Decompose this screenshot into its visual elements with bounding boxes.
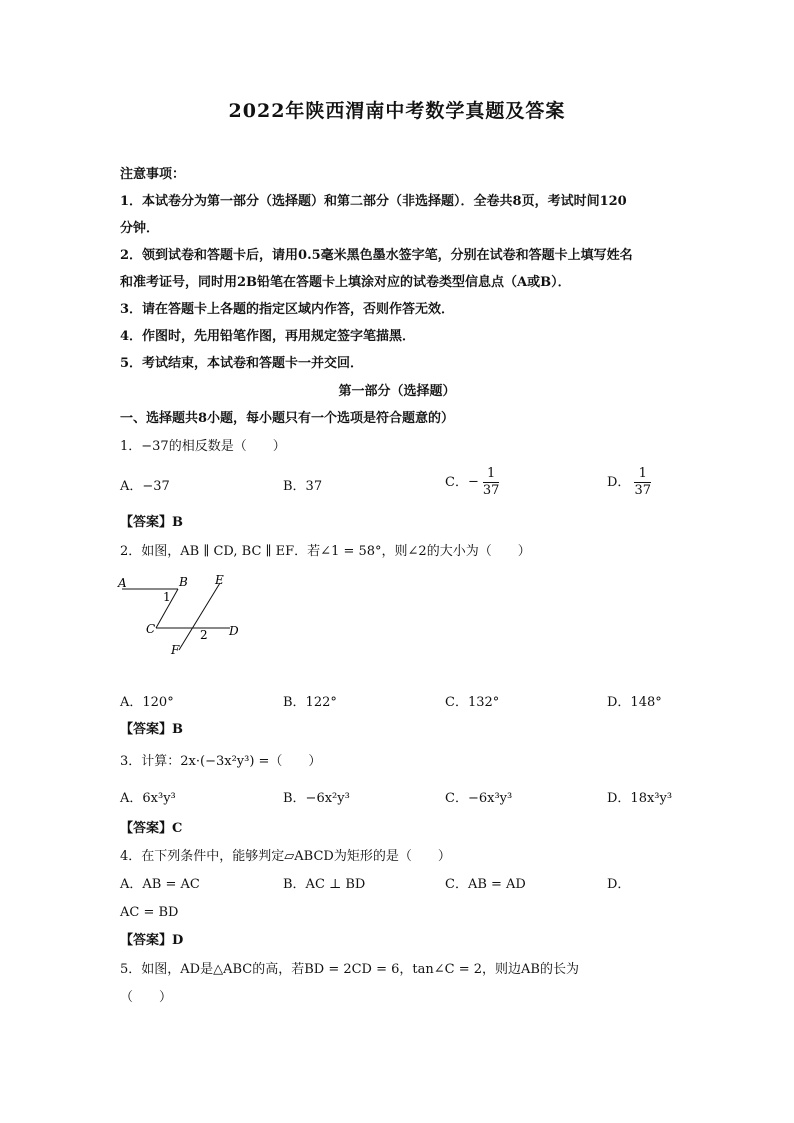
q4-option-b: B．AC ⊥ BD [283,877,366,892]
page-title: 2022年陕西渭南中考数学真题及答案 [228,100,566,122]
q3-option-d: D．18x³y³ [607,791,673,806]
q4-answer: 【答案】D [120,933,184,948]
q1-option-c-label: C． [445,475,468,490]
label-e: E [215,573,224,587]
q4-option-d: D． [607,877,631,892]
q1-stem: 1．−37的相反数是（ ） [120,439,286,454]
label-b: B [179,575,188,589]
q4-option-a: A．AB = AC [120,877,200,892]
notice-item: 和准考证号，同时用2B铅笔在答题卡上填涂对应的试卷类型信息点（A或B）． [120,275,571,290]
fraction-numerator: 1 [634,466,651,483]
q3-option-b: B．−6x²y³ [283,791,350,806]
q2-option-b: B．122° [283,695,337,710]
q3-option-a: A．6x³y³ [120,791,176,806]
q5-stem-continued: （ ） [120,990,173,1005]
label-f: F [171,643,180,657]
label-d: D [229,624,239,638]
q1-option-c-sign: − [467,474,479,490]
notice-item: 1．本试卷分为第一部分（选择题）和第二部分（非选择题）．全卷共8页，考试时间120 [120,194,627,209]
q1-option-d-label: D． [607,475,631,490]
q1-answer: 【答案】B [120,515,183,530]
notice-item: 分钟． [120,221,160,236]
label-a: A [118,576,127,590]
fraction-denominator: 37 [634,483,651,498]
q2-answer: 【答案】B [120,722,183,737]
part-title: 第一部分（选择题） [338,384,456,399]
q5-stem: 5．如图，AD是△ABC的高，若BD = 2CD = 6，tan∠C = 2，则边AB的长为 [120,962,579,977]
section-title: 一、选择题共8小题，每小题只有一个选项是符合题意的） [120,411,455,426]
q2-option-d: D．148° [607,695,662,710]
notice-item: 5．考试结束，本试卷和答题卡一并交回． [120,356,364,371]
fraction-numerator: 1 [483,466,500,483]
q2-option-a: A．120° [120,695,174,710]
q4-option-c: C．AB = AD [445,877,526,892]
notice-heading: 注意事项： [120,167,186,182]
q4-option-d-value: AC = BD [120,905,179,920]
q1-option-c-fraction [483,466,500,499]
q2-stem: 2．如图，AB ∥ CD, BC ∥ EF．若∠1 = 58°，则∠2的大小为（ ） [120,544,531,559]
q1-option-d-fraction [634,466,651,499]
label-angle-2: 2 [200,628,208,642]
q3-option-c: C．−6x³y³ [445,791,513,806]
fraction-denominator: 37 [482,483,500,498]
label-angle-1: 1 [163,590,171,604]
q1-option-b: B．37 [283,479,323,494]
notice-item: 2．领到试卷和答题卡后，请用0.5毫米黑色墨水签字笔，分别在试卷和答题卡上填写姓名 [120,248,633,263]
q2-option-c: C．132° [445,695,500,710]
notice-item: 4．作图时，先用铅笔作图，再用规定签字笔描黑． [120,329,416,344]
q1-option-d [607,466,651,499]
q4-stem: 4．在下列条件中，能够判定▱ABCD为矩形的是（ ） [120,849,451,864]
q3-stem: 3．计算：2x·(−3x²y³) =（ ） [120,754,322,769]
q3-answer: 【答案】C [120,821,183,836]
label-c: C [146,622,156,636]
q1-option-a: A．−37 [120,479,170,494]
q2-figure [112,572,252,662]
notice-item: 3．请在答题卡上各题的指定区域内作答，否则作答无效． [120,302,455,317]
q1-option-c [445,466,499,499]
